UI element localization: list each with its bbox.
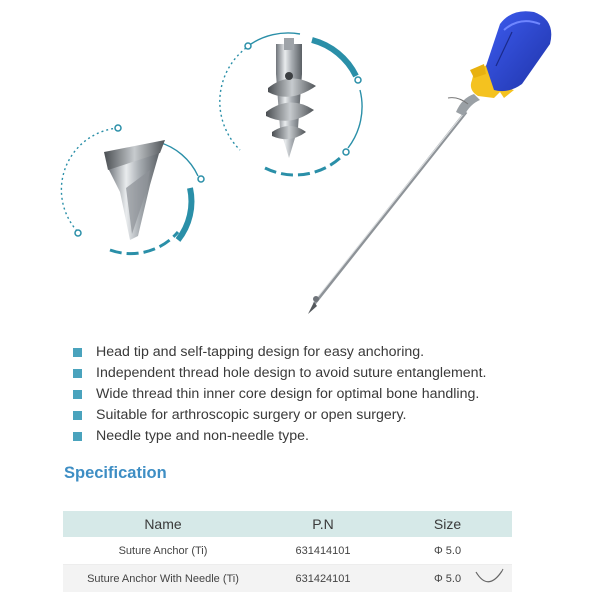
cell-name: Suture Anchor (Ti): [63, 537, 263, 565]
header-pn: P.N: [263, 511, 383, 537]
feature-item: [70, 342, 486, 363]
table-header-row: [63, 511, 512, 537]
table-row: [63, 537, 512, 565]
square-bullet-icon: [73, 369, 82, 378]
curved-needle-icon: [474, 568, 504, 588]
feature-item: [70, 384, 486, 405]
header-name: Name: [63, 511, 263, 537]
cell-size: Φ 5.0: [383, 537, 512, 565]
square-bullet-icon: [73, 348, 82, 357]
square-bullet-icon: [73, 390, 82, 399]
cell-size: Φ 5.0: [433, 572, 462, 585]
cell-pn: 631424101: [263, 565, 383, 593]
cell-pn: 631414101: [263, 537, 383, 565]
anchor-tip-detail: [61, 125, 204, 254]
feature-item: [70, 405, 486, 426]
specification-table: [63, 511, 512, 592]
specification-heading: Specification: [64, 464, 167, 482]
header-size: Size: [383, 511, 512, 537]
cell-name: Suture Anchor With Needle (Ti): [63, 565, 263, 593]
cell-size-with-icon: [383, 565, 512, 593]
feature-text: Suitable for arthroscopic surgery or open surgery.: [96, 407, 407, 423]
square-bullet-icon: [73, 432, 82, 441]
feature-text: Independent thread hole design to avoid suture entanglement.: [96, 365, 487, 381]
feature-text: Wide thread thin inner core design for optimal bone handling.: [96, 386, 480, 402]
feature-text: Head tip and self-tapping design for easy anchoring.: [96, 344, 425, 360]
feature-item: [70, 363, 486, 384]
feature-text: Needle type and non-needle type.: [96, 428, 309, 444]
feature-item: [70, 426, 486, 447]
feature-list: [70, 342, 486, 447]
square-bullet-icon: [73, 411, 82, 420]
table-row: [63, 565, 512, 593]
anchor-body-detail: [220, 33, 362, 175]
